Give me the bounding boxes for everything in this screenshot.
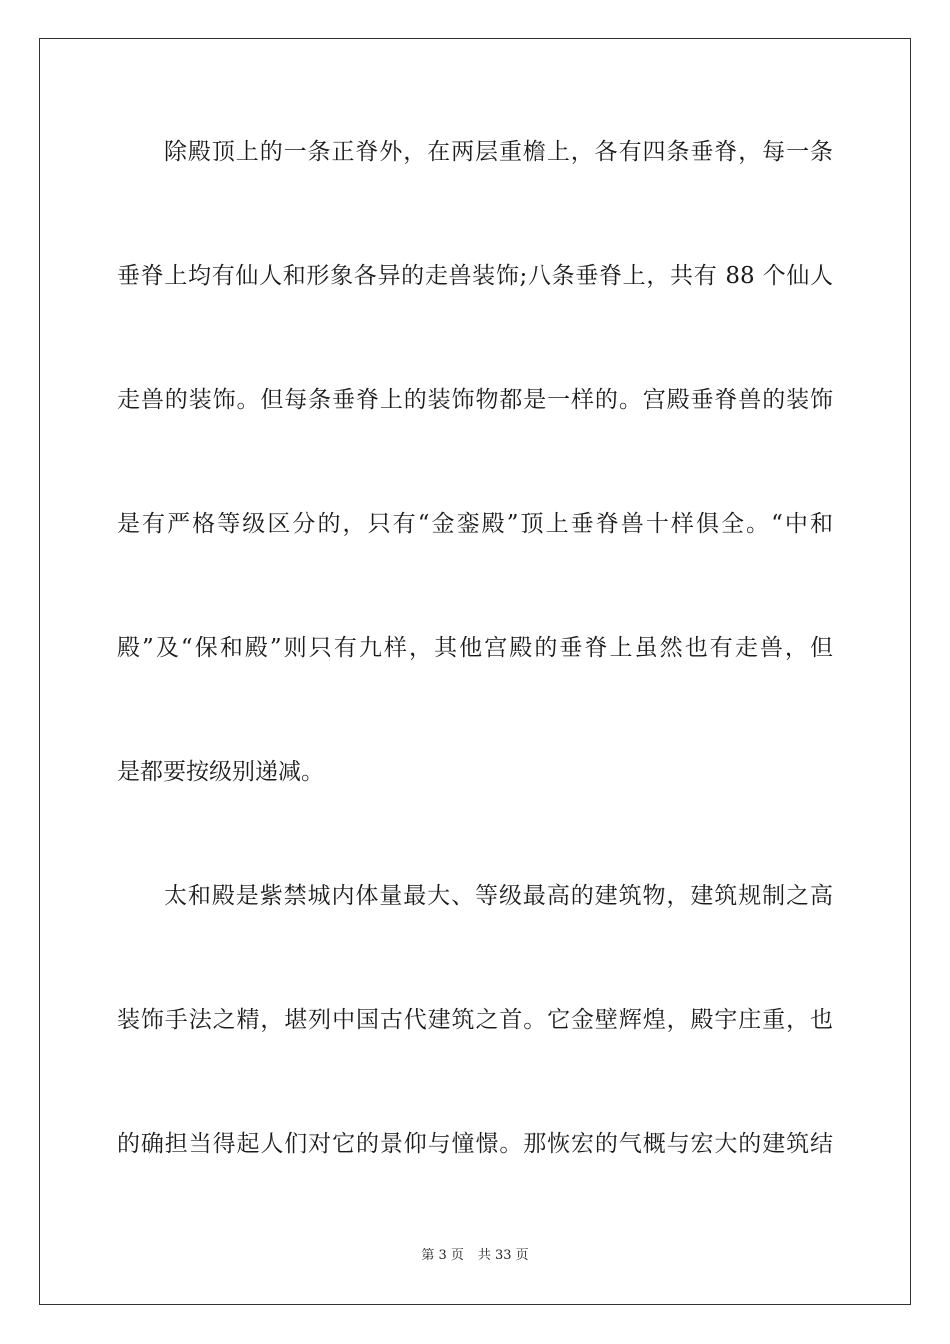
paragraph-2-line-3: 的确担当得起人们对它的景仰与憧憬。那恢宏的气概与宏大的建筑结 <box>117 1131 833 1157</box>
page-footer <box>0 1247 950 1265</box>
paragraph-1-line-6: 是都要按级别递减。 <box>117 759 324 785</box>
page-total: 共 33 页 <box>477 1248 529 1263</box>
paragraph-1-line-2: 垂脊上均有仙人和形象各异的走兽装饰;八条垂脊上，共有 88 个仙人 <box>117 263 833 289</box>
page-border <box>39 38 911 1305</box>
page-number: 第 3 页 <box>421 1248 464 1263</box>
paragraph-1-line-1: 除殿顶上的一条正脊外，在两层重檐上，各有四条垂脊，每一条 <box>164 139 833 165</box>
paragraph-1-line-5: 殿”及“保和殿”则只有九样，其他宫殿的垂脊上虽然也有走兽，但 <box>117 635 833 661</box>
paragraph-2-line-1: 太和殿是紫禁城内体量最大、等级最高的建筑物，建筑规制之高 <box>164 883 833 909</box>
paragraph-1-line-4: 是有严格等级区分的，只有“金銮殿”顶上垂脊兽十样俱全。“中和 <box>117 511 833 537</box>
paragraph-1-line-3: 走兽的装饰。但每条垂脊上的装饰物都是一样的。宫殿垂脊兽的装饰 <box>117 387 833 413</box>
paragraph-2-line-2: 装饰手法之精，堪列中国古代建筑之首。它金壁辉煌，殿宇庄重，也 <box>117 1007 833 1033</box>
